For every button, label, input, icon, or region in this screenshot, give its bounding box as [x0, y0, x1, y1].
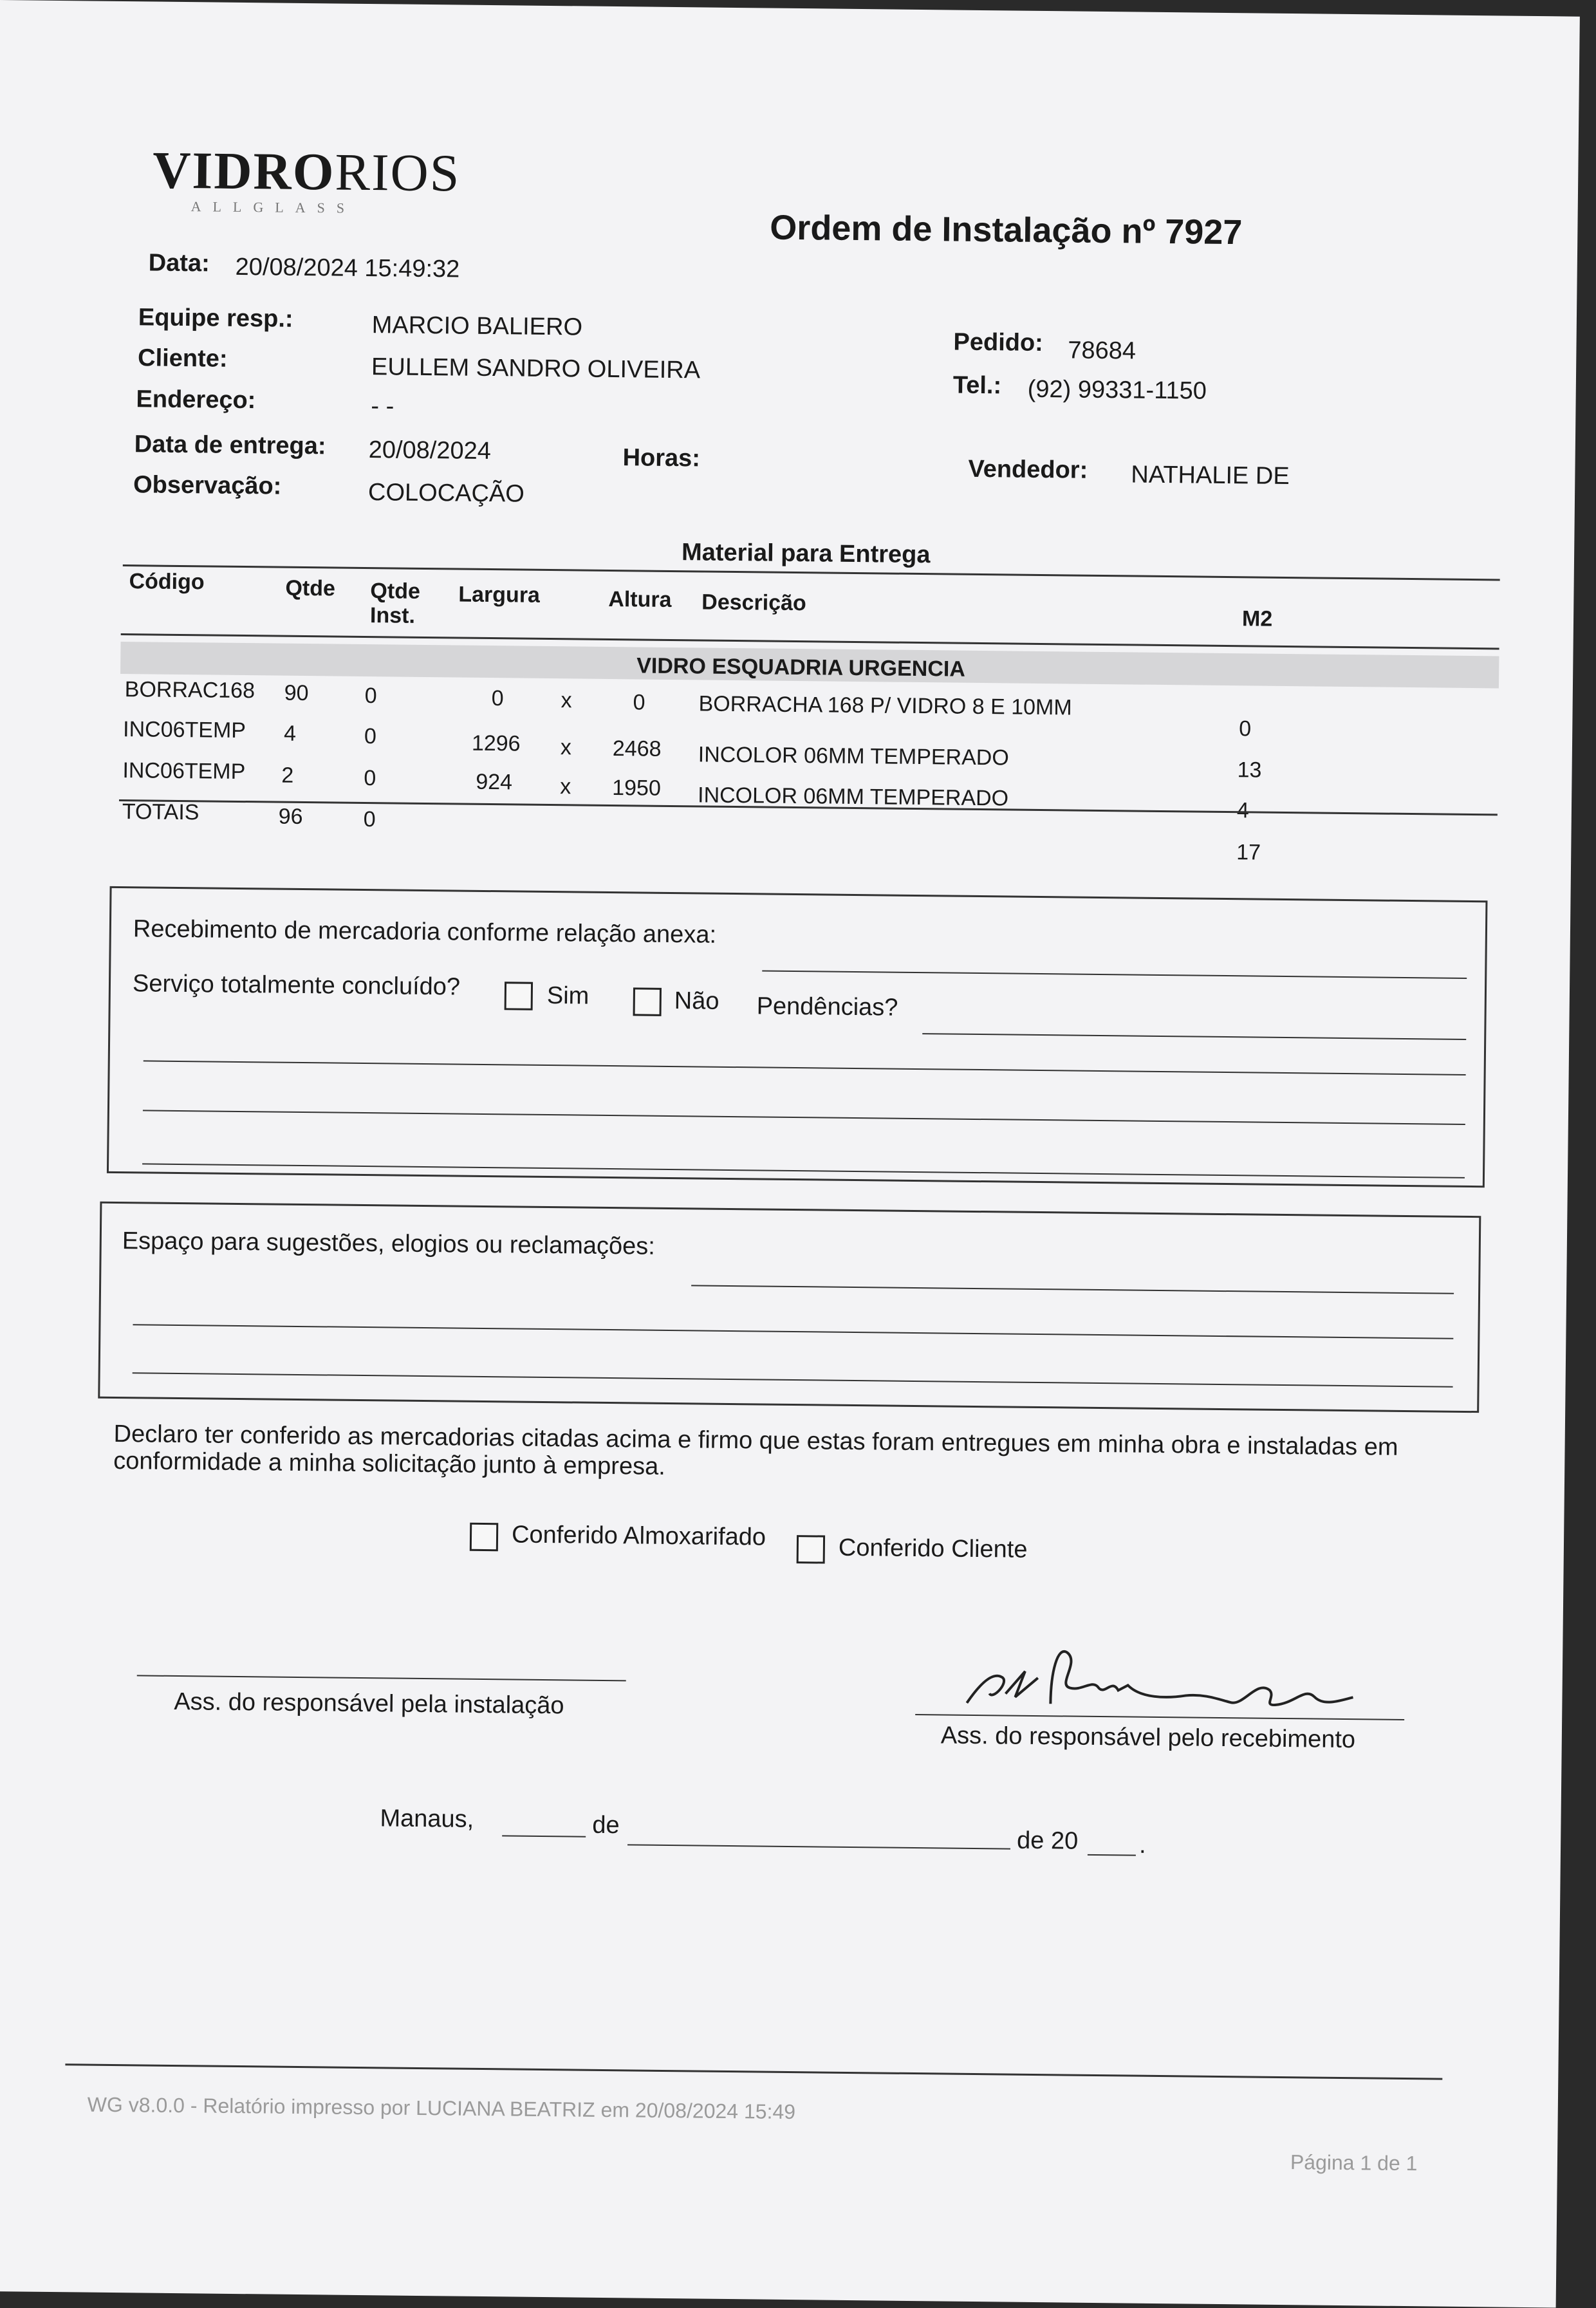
de-label-2: de 20 [1016, 1827, 1079, 1855]
table-row-1-x: x [561, 688, 572, 713]
table-row-2-qtde: 4 [283, 721, 297, 746]
servico-label: Serviço totalmente concluído? [132, 970, 461, 1001]
table-row-1-m2: 0 [1239, 716, 1252, 741]
totals-inst: 0 [363, 806, 376, 832]
table-row-3-inst: 0 [364, 765, 376, 791]
equipe-label: Equipe resp.: [138, 304, 293, 333]
signature-receiver-label: Ass. do responsável pelo recebimento [940, 1722, 1356, 1754]
table-row-3-qtde: 2 [281, 763, 294, 788]
cliente-check-label: Conferido Cliente [838, 1534, 1028, 1563]
table-row-2-m2: 13 [1237, 758, 1262, 783]
table-row-3-m2: 4 [1236, 798, 1250, 823]
almox-label: Conferido Almoxarifado [511, 1521, 766, 1551]
table-row-1-altura: 0 [633, 690, 645, 715]
col-altura: Altura [608, 586, 672, 612]
table-row-1-descricao: BORRACHA 168 P/ VIDRO 8 E 10MM [698, 691, 1072, 720]
pedido-value: 78684 [1068, 337, 1137, 365]
equipe-value: MARCIO BALIERO [371, 312, 583, 341]
signature-installer-label: Ass. do responsável pela instalação [174, 1688, 564, 1720]
table-row-2-descricao: INCOLOR 06MM TEMPERADO [698, 742, 1009, 770]
footer-rule [65, 2063, 1442, 2080]
table-row-3-altura: 1950 [612, 776, 662, 801]
almox-checkbox[interactable] [470, 1523, 498, 1551]
table-row-3-x: x [560, 774, 571, 799]
endereco-label: Endereço: [136, 386, 256, 414]
data-entrega-value: 20/08/2024 [368, 436, 492, 465]
date-value: 20/08/2024 15:49:32 [235, 253, 460, 283]
declaration-text: Declaro ter conferido as mercadorias citadas acima e firmo que estas foram entregues em minha obra e instaladas em conformidade a minha solicitação junto à empresa. [113, 1420, 1398, 1480]
data-entrega-label: Data de entrega: [134, 431, 326, 460]
pedido-label: Pedido: [953, 328, 1044, 357]
observacao-value: COLOCAÇÃO [367, 479, 525, 508]
month-line[interactable] [627, 1844, 1010, 1849]
table-row-3-descricao: INCOLOR 06MM TEMPERADO [697, 783, 1009, 811]
totals-qtde: 96 [278, 804, 303, 829]
group-title: VIDRO ESQUADRIA URGENCIA [636, 653, 966, 682]
sim-label: Sim [546, 982, 589, 1010]
cliente-value: EULLEM SANDRO OLIVEIRA [371, 353, 701, 384]
col-descricao: Descrição [701, 590, 807, 616]
horas-label: Horas: [622, 444, 701, 472]
totals-m2: 17 [1236, 840, 1261, 865]
nao-label: Não [674, 987, 719, 1015]
pendencias-label: Pendências? [756, 992, 898, 1021]
table-row-1-qtde: 90 [284, 680, 309, 706]
cliente-label: Cliente: [137, 344, 228, 373]
table-row-2-inst: 0 [364, 723, 377, 749]
date-label: Data: [148, 249, 210, 277]
cliente-checkbox[interactable] [797, 1535, 825, 1563]
col-largura: Largura [458, 582, 541, 608]
table-row-2-altura: 2468 [612, 736, 662, 761]
table-row-2-codigo: INC06TEMP [122, 717, 246, 743]
year-line[interactable] [1088, 1854, 1136, 1856]
sim-checkbox[interactable] [505, 982, 533, 1010]
recebimento-label: Recebimento de mercadoria conforme relação anexa: [133, 915, 717, 949]
table-row-2-largura: 1296 [471, 731, 521, 756]
table-row-1-largura: 0 [491, 686, 504, 711]
footer-printed: WG v8.0.0 - Relatório impresso por LUCIANA BEATRIZ em 20/08/2024 15:49 [87, 2092, 796, 2124]
date-end-dot: . [1138, 1831, 1146, 1859]
observacao-label: Observação: [133, 471, 282, 500]
handwritten-signature [954, 1632, 1379, 1720]
material-title: Material para Entrega [681, 539, 931, 569]
sugestoes-label: Espaço para sugestões, elogios ou reclamações: [122, 1227, 656, 1260]
day-line[interactable] [502, 1835, 586, 1837]
table-row-2-x: x [560, 735, 572, 760]
table-row-1-inst: 0 [364, 683, 377, 709]
table-row-3-codigo: INC06TEMP [122, 758, 246, 785]
table-row-3-largura: 924 [476, 769, 513, 795]
de-label-1: de [592, 1811, 620, 1839]
city-label: Manaus, [380, 1805, 474, 1833]
col-codigo: Código [129, 569, 205, 595]
endereco-value: - - [371, 393, 394, 420]
vendedor-value: NATHALIE DE [1131, 461, 1290, 490]
table-row-1-codigo: BORRAC168 [124, 677, 255, 703]
order-title: Ordem de Instalação nº 7927 [770, 208, 1243, 252]
col-qtde: Qtde [285, 575, 336, 601]
company-logo: VIDRORIOS [152, 140, 461, 203]
logo-subtitle: ALLGLASS [190, 198, 357, 216]
footer-page: Página 1 de 1 [1290, 2150, 1418, 2175]
totals-label: TOTAIS [122, 799, 200, 825]
nao-checkbox[interactable] [633, 987, 662, 1016]
signature-line-installer[interactable] [137, 1675, 626, 1681]
vendedor-label: Vendedor: [968, 455, 1088, 484]
col-qtde-inst: Qtde Inst. [369, 579, 421, 628]
tel-label: Tel.: [952, 371, 1002, 400]
col-m2: M2 [1241, 606, 1273, 631]
tel-value: (92) 99331-1150 [1027, 375, 1207, 405]
